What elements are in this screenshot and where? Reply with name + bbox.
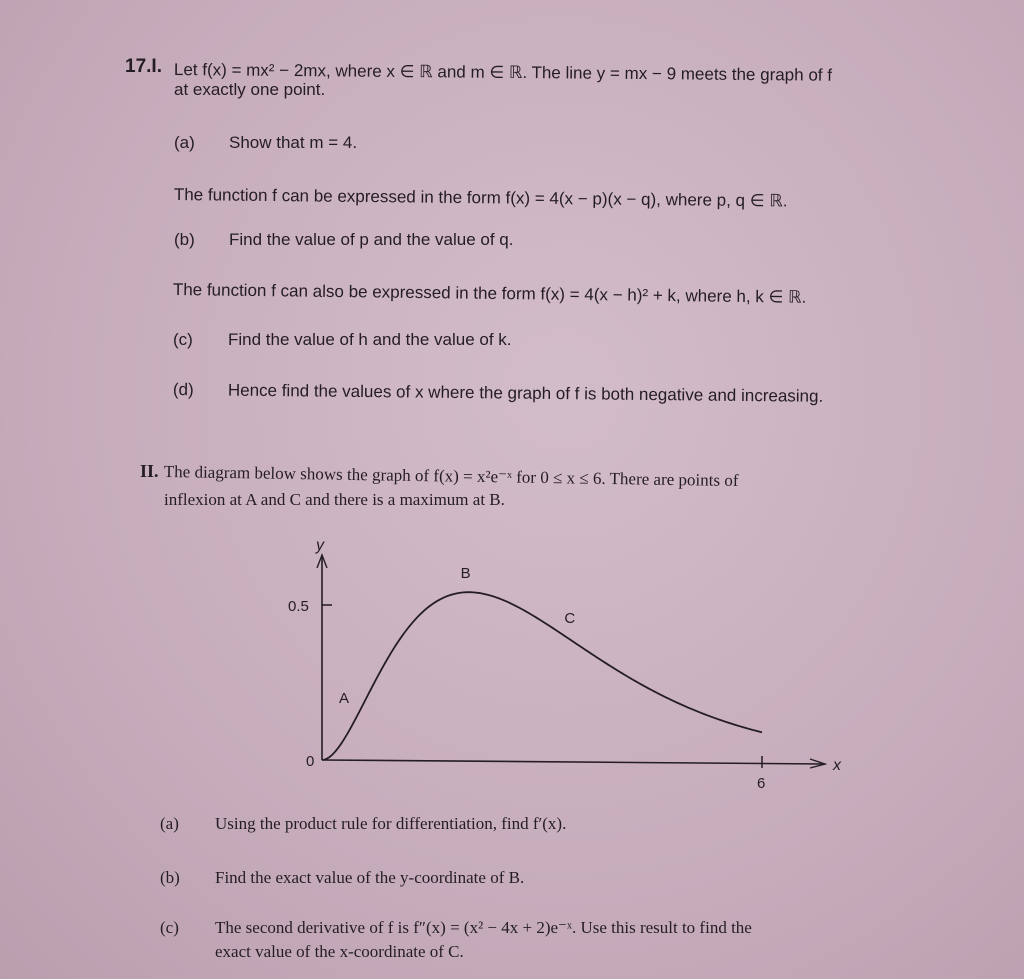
origin-label: 0 <box>306 753 315 770</box>
q2-part-a-label: (a) <box>160 814 179 833</box>
q2-part-a-text: Using the product rule for differentiation, find f′(x). <box>215 814 567 833</box>
q2-part-c-label: (c) <box>160 918 179 937</box>
function-curve <box>322 592 762 760</box>
question-1-part-b <box>174 230 513 250</box>
y-tick-label-0: 0.5 <box>288 598 309 615</box>
question-2-part-c <box>160 918 752 938</box>
x-axis <box>322 760 825 764</box>
question-1-intro-line2: at exactly one point. <box>174 80 326 99</box>
part-c-label: (c) <box>173 330 193 349</box>
question-1-stem-2: The function f can also be expressed in the form f(x) = 4(x − h)² + k, where h, k ∈ ℝ. <box>172 280 807 307</box>
question-2-intro-line2: inflexion at A and C and there is a maximum at B. <box>164 490 505 509</box>
question-1-part-d <box>173 380 824 407</box>
part-b-text: Find the value of p and the value of q. <box>229 230 514 249</box>
question-2-intro-line1: The diagram below shows the graph of f(x) = x²e⁻ˣ for 0 ≤ x ≤ 6. There are points of <box>163 462 739 491</box>
question-2-part-a <box>160 814 566 834</box>
part-a-text: Show that m = 4. <box>229 133 358 152</box>
x-tick-label-0: 6 <box>757 775 766 792</box>
point-label-b: B <box>460 565 471 583</box>
q2-part-c-text-line1: The second derivative of f is f″(x) = (x² − 4x + 2)e⁻ˣ. Use this result to find the <box>215 918 752 937</box>
x-axis-label: x <box>833 757 841 774</box>
q2-part-c-text-line2: exact value of the x-coordinate of C. <box>215 942 464 961</box>
question-1-stem-1: The function f can be expressed in the form f(x) = 4(x − p)(x − q), where p, q ∈ ℝ. <box>173 185 788 211</box>
point-label-c: C <box>564 610 576 628</box>
question-2-part-b <box>160 868 524 888</box>
question-1-part-a <box>174 133 357 153</box>
part-a-label: (a) <box>174 133 195 152</box>
point-label-a: A <box>338 689 349 707</box>
part-d-label: (d) <box>172 380 194 400</box>
question-2-number: II. <box>140 461 159 481</box>
function-graph <box>280 530 850 800</box>
part-c-text: Find the value of h and the value of k. <box>228 330 512 349</box>
y-axis-label: y <box>316 537 324 554</box>
question-1-intro-line1: Let f(x) = mx² − 2mx, where x ∈ ℝ and m ∈ ℝ. The line y = mx − 9 meets the graph of f <box>173 60 833 85</box>
q2-part-b-text: Find the exact value of the y-coordinate of B. <box>215 868 525 887</box>
question-1-part-c <box>173 330 512 350</box>
question-1-number: 17.I. <box>125 56 162 77</box>
q2-part-b-label: (b) <box>160 868 180 887</box>
part-d-text: Hence find the values of x where the graph of f is both negative and increasing. <box>227 380 824 406</box>
part-b-label: (b) <box>174 230 195 249</box>
